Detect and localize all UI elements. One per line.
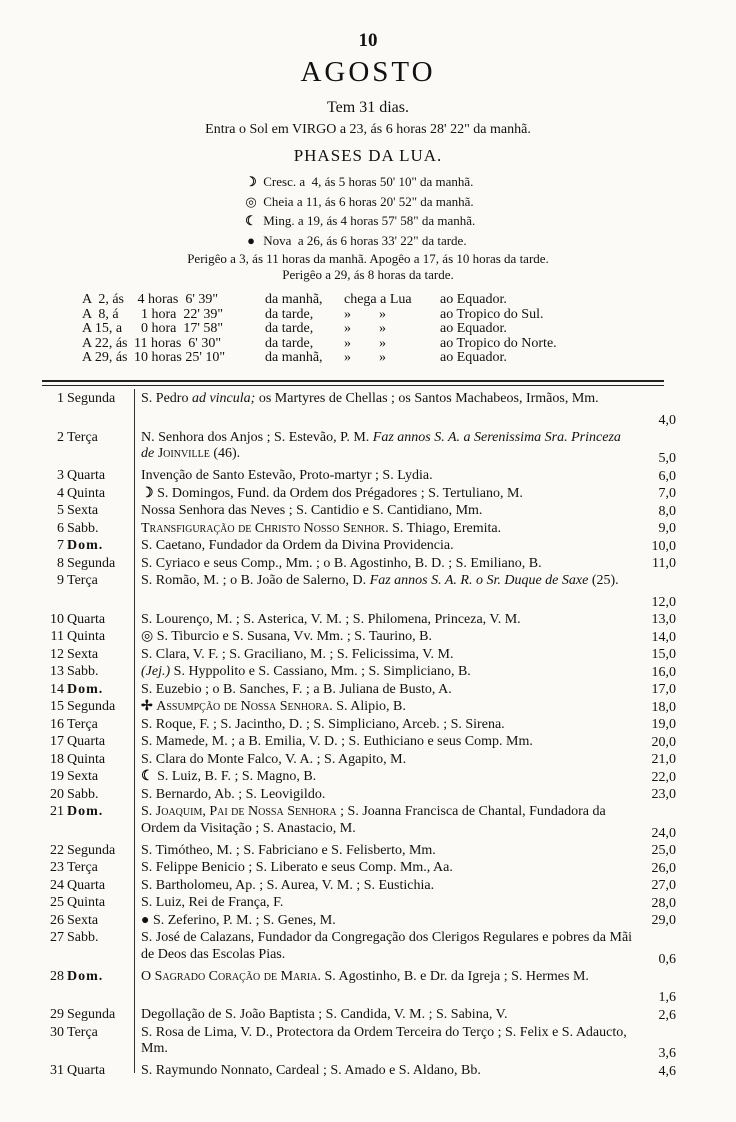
- weekday: Sexta: [67, 503, 99, 518]
- equator-time: 4 horas 6' 39": [134, 292, 219, 307]
- day-number: 19: [50, 769, 64, 784]
- weekday: Dom.: [67, 538, 104, 553]
- day-number: 23: [50, 860, 64, 875]
- weekday: Quarta: [67, 611, 106, 627]
- moon-age-value: 7,0: [658, 486, 676, 502]
- day-cell: [40, 1063, 132, 1079]
- equator-when: da tarde,: [265, 306, 314, 322]
- day-number: 26: [50, 912, 64, 928]
- weekday: Segunda: [67, 842, 116, 858]
- moon-age-value: 26,0: [651, 860, 676, 876]
- moon-age-value: 4,6: [658, 1063, 676, 1079]
- equator-time: 11 horas 6' 30": [134, 335, 222, 351]
- day-cell: [40, 538, 132, 554]
- equator-date: A 8, á: [82, 306, 119, 322]
- calendar-row: [40, 699, 680, 717]
- day-cell: [40, 468, 132, 484]
- calendar-row: [40, 629, 680, 647]
- day-cell: [40, 1025, 132, 1041]
- day-number: 22: [50, 842, 64, 858]
- weekday: Quinta: [67, 629, 106, 644]
- moon-phase-text: Cheia a 11, ás 6 horas 20' 52" da manhã.: [260, 193, 474, 209]
- moon-phase-row: [242, 172, 475, 192]
- moon-age-value: 15,0: [651, 647, 676, 663]
- day-cell: [40, 969, 132, 985]
- day-number: 9: [57, 573, 64, 588]
- saints-text: S. Lourenço, M. ; S. Asterica, V. M. ; S. Philomena, Princeza, V. M.: [141, 611, 521, 627]
- equator-place: ao Tropico do Norte.: [440, 335, 557, 351]
- day-cell: [40, 787, 132, 803]
- calendar-row: [40, 538, 680, 556]
- saints-text: S. Cyriaco e seus Comp., Mm. ; o B. Agostinho, B. D. ; S. Emiliano, B.: [141, 555, 542, 571]
- moon-age-value: 10,0: [651, 538, 676, 554]
- moon-phases-list: [242, 172, 475, 250]
- weekday: Terça: [67, 860, 98, 875]
- day-number: 21: [50, 804, 64, 819]
- saints-text: S. Pedro ad vincula; os Martyres de Chellas ; os Santos Machabeos, Irmãos, Mm.: [141, 391, 599, 406]
- day-number: 27: [50, 930, 64, 945]
- moon-age-value: 14,0: [651, 629, 676, 645]
- moon-age-value: 12,0: [651, 594, 676, 610]
- month-title: AGOSTO: [300, 56, 436, 88]
- day-number: 18: [50, 751, 64, 767]
- day-cell: [40, 1007, 132, 1023]
- moon-phase-row: [242, 211, 475, 231]
- moon-age-value: 27,0: [651, 878, 676, 894]
- day-number: 2: [57, 429, 64, 445]
- day-number: 10: [50, 611, 64, 627]
- weekday: Quarta: [67, 877, 106, 893]
- weekday: Sexta: [67, 646, 99, 662]
- calendar-row: [40, 430, 680, 469]
- day-number: 31: [50, 1063, 64, 1078]
- calendar-row: [40, 895, 680, 913]
- perigee-apogee-line: Perigêo a 3, ás 11 horas da manhã. Apogêo a 17, ás 10 horas da tarde.: [187, 251, 549, 266]
- equator-sep: » »: [344, 306, 386, 322]
- weekday: Segunda: [67, 699, 116, 714]
- moon-age-value: 6,0: [658, 468, 676, 484]
- weekday: Segunda: [67, 555, 116, 571]
- equator-sep: » »: [344, 335, 386, 351]
- calendar-row: [40, 682, 680, 700]
- day-number: 1: [57, 391, 64, 406]
- moon-age-value: 25,0: [651, 843, 676, 859]
- moon-age-value: 29,0: [651, 913, 676, 929]
- moon-phase-row: [242, 192, 475, 212]
- saints-text: Invenção de Santo Estevão, Proto-martyr ; S. Lydia.: [141, 468, 433, 483]
- perigee-line: Perigêo a 29, ás 8 horas da tarde.: [282, 267, 454, 282]
- weekday: Quinta: [67, 895, 106, 910]
- day-number: 17: [50, 734, 64, 749]
- weekday: Dom.: [67, 804, 104, 819]
- moon-age-value: 21,0: [651, 752, 676, 768]
- saints-text: Degollação de S. João Baptista ; S. Candida, V. M. ; S. Sabina, V.: [141, 1007, 508, 1022]
- calendar-row: [40, 503, 680, 521]
- saints-text: S. José de Calazans, Fundador da Congregação dos Clerigos Regulares e pobres da Mãi de Deos das Escolas Pias.: [141, 930, 633, 962]
- calendar-row: [40, 391, 680, 430]
- saints-text: Transfiguração de Christo Nosso Senhor. S. Thiago, Eremita.: [141, 520, 502, 536]
- moon-age-value: 23,0: [651, 787, 676, 803]
- day-number: 5: [57, 503, 64, 518]
- calendar-row: [40, 647, 680, 665]
- moon-phase-text: Ming. a 19, ás 4 horas 57' 58" da manhã.: [260, 213, 476, 228]
- weekday: Sabb.: [67, 786, 99, 802]
- weekday: Quinta: [67, 485, 106, 501]
- day-cell: [40, 860, 132, 876]
- new-moon-icon: ●: [247, 232, 255, 248]
- equator-time: 1 hora 22' 39": [134, 306, 224, 322]
- day-cell: [40, 769, 132, 785]
- equator-date: A 22, ás: [82, 335, 128, 351]
- calendar-row: [40, 913, 680, 931]
- moon-phase-text: Nova a 26, ás 6 horas 33' 22" da tarde.: [260, 232, 467, 248]
- day-cell: [40, 804, 132, 820]
- calendar-row: [40, 734, 680, 752]
- moon-age-value: 19,0: [651, 717, 676, 733]
- day-cell: [40, 556, 132, 572]
- day-number: 30: [50, 1024, 64, 1040]
- weekday: Quinta: [67, 751, 106, 767]
- calendar-row: [40, 612, 680, 630]
- full-moon-icon: ◎: [245, 193, 257, 209]
- days-count: Tem 31 dias.: [327, 99, 409, 116]
- weekday: Sabb.: [67, 930, 99, 945]
- day-number: 14: [50, 681, 64, 697]
- moon-phase-text: Cresc. a 4, ás 5 horas 50' 10" da manhã.: [260, 174, 474, 189]
- saints-text: S. Clara do Monte Falco, V. A. ; S. Agapito, M.: [141, 751, 407, 767]
- weekday: Quarta: [67, 1063, 106, 1078]
- saints-text: ✢ Assumpção de Nossa Senhora. S. Alipio, B.: [141, 699, 406, 714]
- saints-text: S. Caetano, Fundador da Ordem da Divina Providencia.: [141, 538, 454, 553]
- day-number: 16: [50, 716, 64, 732]
- moon-age-value: 9,0: [658, 521, 676, 537]
- divider: [42, 385, 664, 386]
- saints-text: S. Mamede, M. ; a B. Emilia, V. D. ; S. Euthiciano e seus Comp. Mm.: [141, 734, 533, 749]
- equator-when: da tarde,: [265, 321, 314, 336]
- day-number: 12: [50, 646, 64, 662]
- day-number: 3: [57, 468, 64, 483]
- calendar-row: [40, 787, 680, 805]
- saints-text: S. Timótheo, M. ; S. Fabriciano e S. Felisberto, Mm.: [141, 842, 436, 858]
- saints-text: S. Rosa de Lima, V. D., Protectora da Ordem Terceira do Terço ; S. Felix e S. Adaucto, Mm.: [141, 1024, 627, 1057]
- moon-age-value: 28,0: [651, 895, 676, 911]
- calendar-row: [40, 969, 680, 1008]
- moon-age-value: 17,0: [651, 682, 676, 698]
- day-number: 7: [57, 538, 64, 553]
- weekday: Terça: [67, 1024, 98, 1040]
- moon-age-value: 2,6: [658, 1007, 676, 1023]
- equator-sep: chega a Lua: [344, 292, 412, 307]
- moon-age-value: 0,6: [658, 951, 676, 967]
- day-number: 15: [50, 699, 64, 714]
- equator-sep: » »: [344, 321, 386, 336]
- equator-date: A 2, ás: [82, 292, 124, 307]
- equator-date: A 15, a: [82, 321, 123, 336]
- day-cell: [40, 752, 132, 768]
- saints-text: S. Romão, M. ; o B. João de Salerno, D. Faz annos S. A. R. o Sr. Duque de Saxe (25).: [141, 573, 619, 588]
- day-cell: [40, 629, 132, 645]
- weekday: Sabb.: [67, 520, 99, 536]
- calendar-row: [40, 860, 680, 878]
- day-cell: [40, 521, 132, 537]
- saints-text: O Sagrado Coração de Maria. S. Agostinho, B. e Dr. da Igreja ; S. Hermes M.: [141, 968, 589, 984]
- saints-text: ● S. Zeferino, P. M. ; S. Genes, M.: [141, 912, 336, 928]
- saints-text: ◎ S. Tiburcio e S. Susana, Vv. Mm. ; S. Taurino, B.: [141, 629, 433, 644]
- weekday: Terça: [67, 429, 98, 445]
- day-cell: [40, 913, 132, 929]
- moon-age-value: 1,6: [658, 990, 676, 1006]
- saints-text: S. Felippe Benicio ; S. Liberato e seus Comp. Mm., Aa.: [141, 860, 453, 875]
- equator-place: ao Equador.: [440, 350, 507, 365]
- day-cell: [40, 878, 132, 894]
- calendar-row: [40, 1063, 680, 1081]
- calendar-row: [40, 843, 680, 861]
- weekday: Sexta: [67, 912, 99, 928]
- day-cell: [40, 573, 132, 589]
- calendar-row: [40, 930, 680, 969]
- day-cell: [40, 843, 132, 859]
- saints-text: S. Clara, V. F. ; S. Graciliano, M. ; S. Felicissima, V. M.: [141, 646, 454, 662]
- equator-sep: » »: [344, 350, 386, 365]
- saints-text: S. Euzebio ; o B. Sanches, F. ; a B. Juliana de Busto, A.: [141, 681, 452, 697]
- moon-age-value: 24,0: [651, 825, 676, 841]
- weekday: Terça: [67, 573, 98, 588]
- moon-age-value: 3,6: [658, 1046, 676, 1062]
- calendar-row: [40, 468, 680, 486]
- moon-phase-row: [242, 231, 475, 251]
- equator-when: da manhã,: [265, 292, 323, 307]
- saints-text: S. Bartholomeu, Ap. ; S. Aurea, V. M. ; S. Eustichia.: [141, 877, 435, 893]
- calendar-row: [40, 804, 680, 843]
- day-number: 6: [57, 520, 64, 536]
- day-cell: [40, 895, 132, 911]
- divider: [42, 380, 664, 382]
- saints-text: S. Joaquim, Pai de Nossa Senhora ; S. Joanna Francisca de Chantal, Fundadora da Ordem da Visitação ; S. Anastacio, M.: [141, 804, 606, 836]
- saints-text: Nossa Senhora das Neves ; S. Cantidio e S. Cantidiano, Mm.: [141, 503, 483, 518]
- calendar-row: [40, 1025, 680, 1064]
- day-number: 29: [50, 1007, 64, 1022]
- day-cell: [40, 612, 132, 628]
- calendar-row: [40, 664, 680, 682]
- equator-date: A 29, ás: [82, 350, 128, 365]
- weekday: Terça: [67, 716, 98, 732]
- moon-age-value: 4,0: [658, 412, 676, 428]
- weekday: Segunda: [67, 1007, 116, 1022]
- day-number: 13: [50, 664, 64, 679]
- day-cell: [40, 430, 132, 446]
- day-cell: [40, 664, 132, 680]
- weekday: Quarta: [67, 468, 106, 483]
- day-cell: [40, 930, 132, 946]
- calendar-row: [40, 486, 680, 504]
- weekday: Dom.: [67, 968, 104, 984]
- calendar-row: [40, 752, 680, 770]
- equator-when: da tarde,: [265, 335, 314, 351]
- sun-entry: Entra o Sol em VIRGO a 23, ás 6 horas 28' 22" da manhã.: [205, 122, 531, 137]
- moon-age-value: 5,0: [658, 451, 676, 467]
- day-cell: [40, 486, 132, 502]
- saints-text: (Jej.) S. Hyppolito e S. Cassiano, Mm. ; S. Simpliciano, B.: [141, 664, 471, 679]
- weekday: Segunda: [67, 391, 116, 406]
- equator-place: ao Equador.: [440, 292, 507, 307]
- calendar-table: [40, 391, 680, 1081]
- calendar-row: [40, 769, 680, 787]
- page-number: 10: [358, 30, 378, 51]
- moon-age-value: 13,0: [651, 612, 676, 628]
- moon-age-value: 16,0: [651, 664, 676, 680]
- moon-age-value: 11,0: [652, 556, 676, 572]
- day-number: 28: [50, 968, 64, 984]
- weekday: Quarta: [67, 734, 106, 749]
- equator-time: 0 hora 17' 58": [134, 321, 224, 336]
- equator-place: ao Tropico do Sul.: [440, 306, 544, 322]
- waning-moon-icon: ☾: [245, 213, 257, 228]
- day-cell: [40, 699, 132, 715]
- weekday: Sabb.: [67, 664, 99, 679]
- day-cell: [40, 503, 132, 519]
- crescent-moon-icon: ☽: [245, 174, 257, 189]
- day-number: 8: [57, 555, 64, 571]
- day-number: 25: [50, 895, 64, 910]
- day-cell: [40, 717, 132, 733]
- day-number: 20: [50, 786, 64, 802]
- calendar-row: [40, 521, 680, 539]
- day-cell: [40, 734, 132, 750]
- day-cell: [40, 682, 132, 698]
- day-cell: [40, 391, 132, 407]
- calendar-row: [40, 878, 680, 896]
- saints-text: S. Luiz, Rei de França, F.: [141, 895, 284, 910]
- weekday: Dom.: [67, 681, 104, 697]
- day-number: 11: [50, 629, 64, 644]
- day-number: 24: [50, 877, 64, 893]
- equator-when: da manhã,: [265, 350, 323, 365]
- equator-place: ao Equador.: [440, 321, 507, 336]
- day-number: 4: [57, 485, 64, 501]
- moon-age-value: 20,0: [651, 734, 676, 750]
- saints-text: N. Senhora dos Anjos ; S. Estevão, P. M. Faz annos S. A. a Serenissima Sra. Princeza de Joinville (46).: [141, 429, 621, 462]
- moon-age-value: 8,0: [658, 503, 676, 519]
- moon-age-value: 22,0: [651, 769, 676, 785]
- saints-text: ☾ S. Luiz, B. F. ; S. Magno, B.: [141, 769, 317, 784]
- equator-time: 10 horas 25' 10": [134, 350, 226, 365]
- day-cell: [40, 647, 132, 663]
- saints-text: S. Raymundo Nonnato, Cardeal ; S. Amado e S. Aldano, Bb.: [141, 1063, 481, 1078]
- calendar-row: [40, 556, 680, 574]
- moon-phases-title: PHASES DA LUA.: [293, 146, 443, 165]
- saints-text: ☽ S. Domingos, Fund. da Ordem dos Prégadores ; S. Tertuliano, M.: [141, 485, 523, 501]
- saints-text: S. Bernardo, Ab. ; S. Leovigildo.: [141, 786, 326, 802]
- weekday: Sexta: [67, 769, 99, 784]
- calendar-row: [40, 573, 680, 612]
- moon-age-value: 18,0: [651, 699, 676, 715]
- saints-text: S. Roque, F. ; S. Jacintho, D. ; S. Simpliciano, Arceb. ; S. Sirena.: [141, 716, 505, 732]
- calendar-row: [40, 1007, 680, 1025]
- calendar-row: [40, 717, 680, 735]
